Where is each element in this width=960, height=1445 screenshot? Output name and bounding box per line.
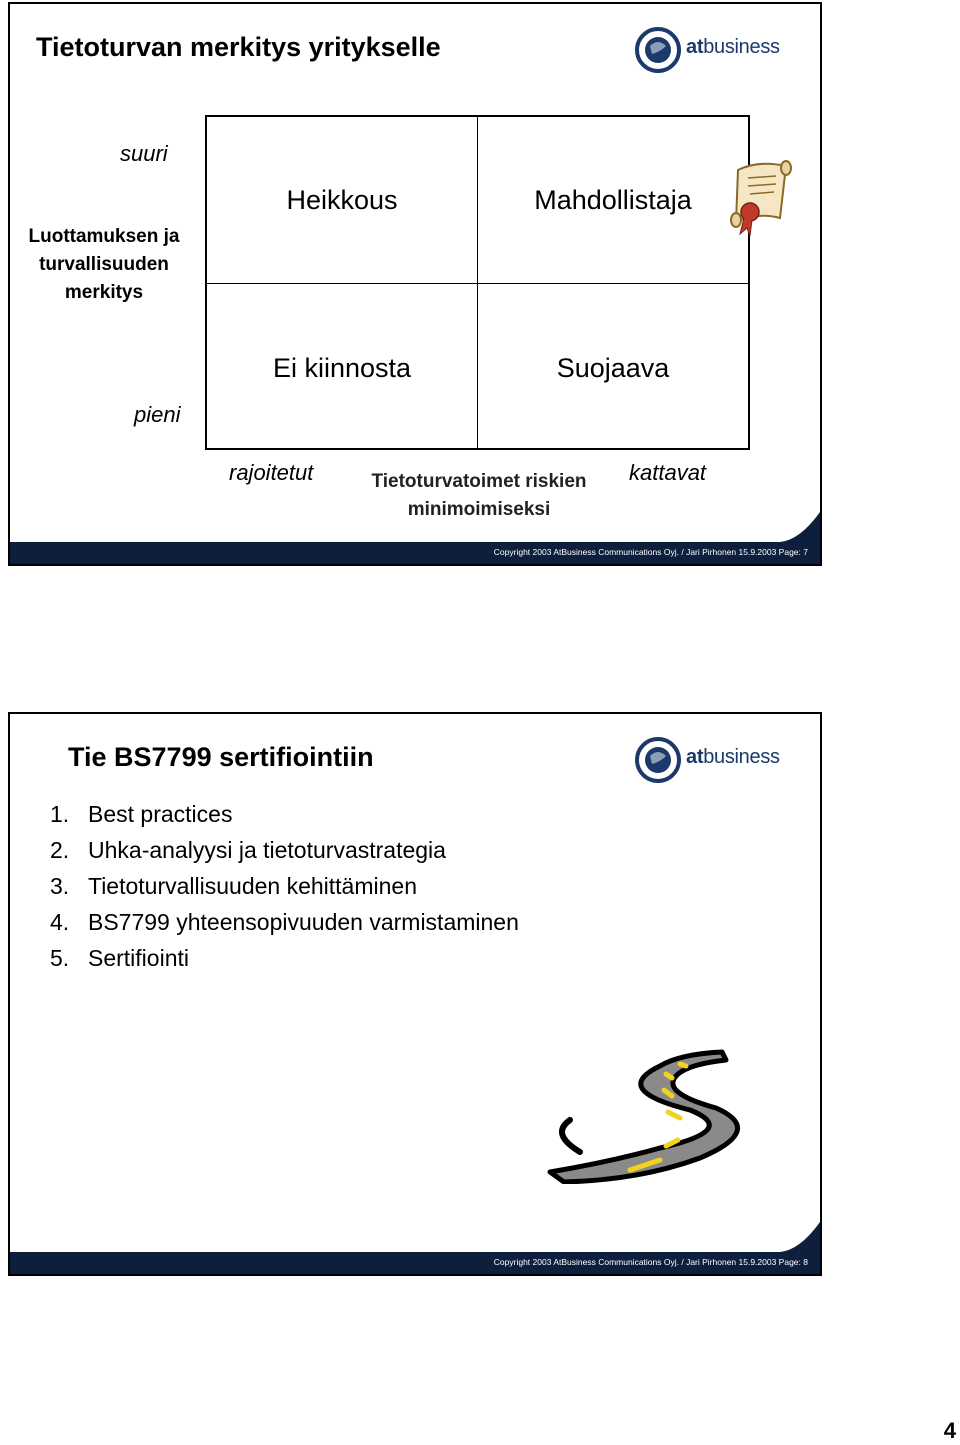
- globe-icon: [634, 736, 682, 784]
- footer-copyright: Copyright 2003 AtBusiness Communications Oyj. / Jari Pirhonen 15.9.2003 Page: 7: [493, 547, 808, 557]
- footer-wave-decoration: [780, 512, 820, 542]
- slide-footer: [10, 1252, 820, 1274]
- quadrant-top-right: Mahdollistaja: [534, 185, 692, 215]
- y-axis-high-label: suuri: [120, 141, 168, 166]
- list-item: 1. Best practices: [50, 801, 233, 827]
- logo-text: atbusiness: [686, 36, 780, 58]
- road-illustration: [540, 1044, 760, 1184]
- globe-icon: [634, 26, 682, 74]
- slide-title: Tie BS7799 sertifiointiin: [68, 742, 374, 772]
- matrix-horizontal-divider: [207, 283, 748, 284]
- list-item: 4. BS7799 yhteensopivuuden varmistaminen: [50, 909, 519, 935]
- certification-steps-list: [50, 796, 519, 976]
- slide-7: [8, 2, 822, 566]
- quadrant-top-left: Heikkous: [286, 185, 398, 215]
- list-item: 5. Sertifiointi: [50, 945, 189, 971]
- atbusiness-logo: [634, 26, 794, 76]
- quadrant-bottom-left: Ei kiinnosta: [272, 353, 412, 383]
- x-axis-title: Tietoturvatoimet riskien minimoimiseksi: [371, 471, 587, 520]
- list-item: 3. Tietoturvallisuuden kehittäminen: [50, 873, 417, 899]
- x-axis-low-label: rajoitetut: [229, 460, 314, 485]
- quadrant-matrix: [205, 115, 750, 450]
- slide-title: Tietoturvan merkitys yritykselle: [36, 32, 441, 62]
- slide-8: [8, 712, 822, 1276]
- quadrant-bottom-right: Suojaava: [556, 353, 670, 383]
- certificate-scroll-icon: [728, 156, 794, 238]
- logo-text: atbusiness: [686, 746, 780, 768]
- footer-wave-decoration: [780, 1222, 820, 1252]
- x-axis-high-label: kattavat: [629, 460, 707, 485]
- y-axis-low-label: pieni: [134, 402, 181, 427]
- list-item: 2. Uhka-analyysi ja tietoturvastrategia: [50, 837, 446, 863]
- slide-footer: [10, 542, 820, 564]
- y-axis-title: Luottamuksen ja turvallisuuden merkitys: [28, 226, 180, 303]
- footer-copyright: Copyright 2003 AtBusiness Communications Oyj. / Jari Pirhonen 15.9.2003 Page: 8: [493, 1257, 808, 1267]
- atbusiness-logo: [634, 736, 794, 786]
- page-number: 4: [943, 1418, 956, 1443]
